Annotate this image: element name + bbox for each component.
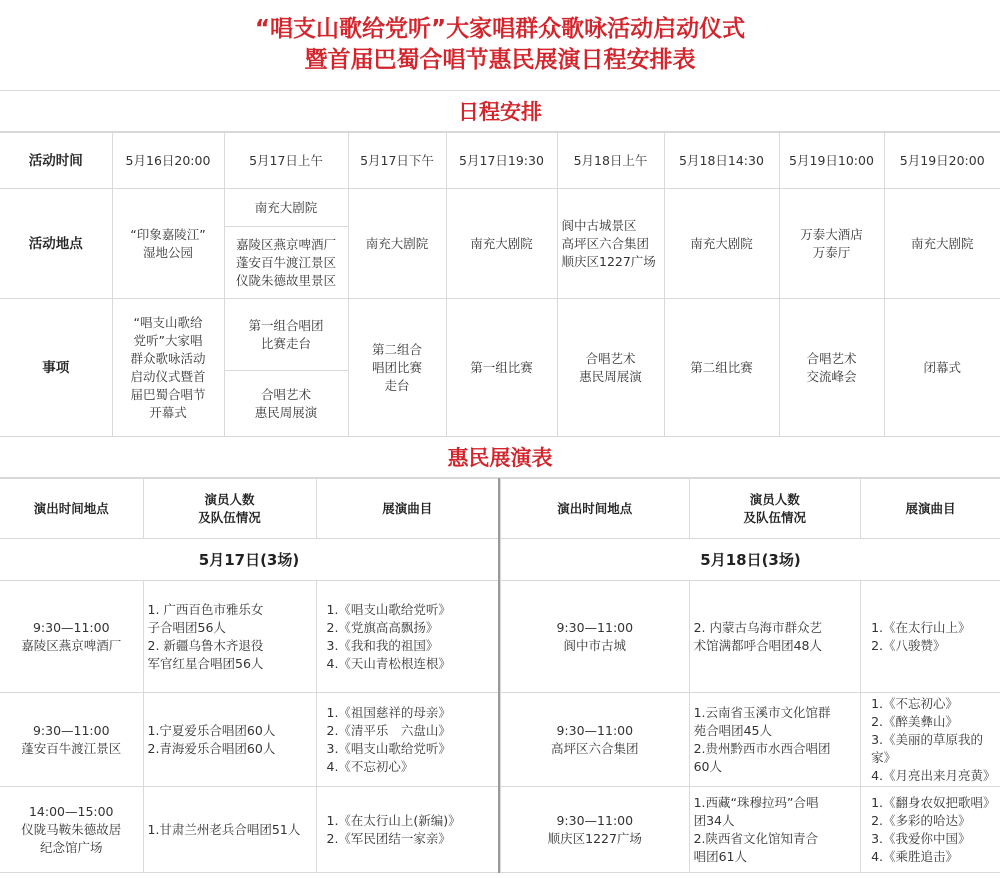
song-item: 3.《美丽的草原我的家》 <box>871 731 983 765</box>
schedule-row-item-a <box>0 299 1000 371</box>
members-line: 1.西藏“珠穆拉玛”合唱 <box>693 794 819 810</box>
header-members <box>689 479 861 539</box>
songs-cell <box>316 581 499 693</box>
item-line: 惠民周展演 <box>254 404 318 420</box>
item-line: 群众歌咏活动 <box>130 350 206 366</box>
venue-cell: 南充大剧院 <box>446 189 557 299</box>
schedule-row-venue-a <box>0 189 1000 227</box>
song-item: 4.《不忘初心》 <box>326 758 414 774</box>
members-line: 2.陕西省文化馆知青合 <box>693 830 818 846</box>
title-line-1: “唱支山歌给党听”大家唱群众歌咏活动启动仪式 <box>254 16 746 42</box>
song-item: 1.《在太行山上(新编)》 <box>326 812 461 828</box>
songs-cell <box>316 693 499 787</box>
item-line: 第二组合 <box>371 341 422 357</box>
time-cell: 5月17日19:30 <box>446 133 557 189</box>
perf-date-row <box>501 539 1000 581</box>
members-line: 1.甘肃兰州老兵合唱团51人 <box>147 821 301 837</box>
perf-place: 嘉陵区燕京啤酒厂 <box>21 637 122 653</box>
song-item: 3.《我爱你中国》 <box>871 830 971 846</box>
item-line: 开幕式 <box>149 404 187 420</box>
performance-date: 5月18日(3场) <box>501 539 1000 581</box>
header-time-place: 演出时间地点 <box>501 479 690 539</box>
song-item: 2.《军民团结一家亲》 <box>326 830 451 846</box>
time-cell: 5月17日上午 <box>224 133 348 189</box>
row-label-venue: 活动地点 <box>0 189 112 299</box>
song-item: 4.《天山青松根连根》 <box>326 655 451 671</box>
item-line: 交流峰会 <box>806 368 857 384</box>
song-item: 2.《党旗高高飘扬》 <box>326 619 439 635</box>
item-cell: 第一组比赛 <box>446 299 557 437</box>
venue-cell <box>112 189 224 299</box>
members-line: 1.云南省玉溪市文化馆群 <box>693 704 831 720</box>
venue-cell: 南充大剧院 <box>884 189 1000 299</box>
perf-row <box>501 581 1000 693</box>
title-line-2: 暨首届巴蜀合唱节惠民展演日程安排表 <box>304 47 696 73</box>
venue-cell <box>557 189 664 299</box>
venue-cell <box>779 189 884 299</box>
item-cell: 闭幕式 <box>884 299 1000 437</box>
perf-place: 阆中市古城 <box>563 637 627 653</box>
song-item: 2.《清平乐 六盘山》 <box>326 722 451 738</box>
item-line: “唱支山歌给 <box>133 314 203 330</box>
performance-section-title: 惠民展演表 <box>0 437 1000 478</box>
perf-row <box>501 787 1000 873</box>
members-cell <box>689 787 861 873</box>
members-line: 军官红星合唱团56人 <box>147 655 264 671</box>
performance-date: 5月17日(3场) <box>0 539 499 581</box>
members-line: 2.青海爱乐合唱团60人 <box>147 740 276 756</box>
perf-row <box>0 787 499 873</box>
venue-cell: 南充大剧院 <box>348 189 446 299</box>
item-line: 惠民周展演 <box>579 368 642 384</box>
members-line: 唱团61人 <box>693 848 747 864</box>
time-cell: 5月18日14:30 <box>664 133 779 189</box>
song-item: 3.《唱支山歌给党听》 <box>326 740 451 756</box>
members-cell <box>689 693 861 787</box>
document-title <box>0 0 1000 91</box>
header-line: 及队伍情况 <box>198 509 261 525</box>
row-label-item: 事项 <box>0 299 112 437</box>
venue-line: 湿地公园 <box>142 244 193 260</box>
perf-place: 高坪区六合集团 <box>551 740 639 756</box>
schedule-table <box>0 132 1000 437</box>
header-line: 及队伍情况 <box>743 509 807 525</box>
perf-time: 9:30—11:00 <box>32 619 110 635</box>
song-item: 4.《月亮出来月亮黄》 <box>871 767 996 783</box>
time-place-cell <box>501 581 690 693</box>
item-line: 合唱艺术 <box>260 386 311 402</box>
header-line: 演员人数 <box>204 491 255 507</box>
song-item: 2.《醉美彝山》 <box>871 713 958 729</box>
venue-line: 阆中古城景区 <box>561 217 637 233</box>
perf-row <box>0 693 499 787</box>
venue-cell <box>224 227 348 299</box>
song-item: 1.《祖国慈祥的母亲》 <box>326 704 451 720</box>
members-line: 1. 广西百色市雅乐女 <box>147 601 264 617</box>
time-cell: 5月19日20:00 <box>884 133 1000 189</box>
perf-header-row <box>501 479 1000 539</box>
header-time-place: 演出时间地点 <box>0 479 143 539</box>
members-line: 团34人 <box>693 812 735 828</box>
perf-place: 纪念馆广场 <box>39 839 103 855</box>
time-place-cell <box>501 693 690 787</box>
song-item: 2.《多彩的哈达》 <box>871 812 971 828</box>
perf-time: 9:30—11:00 <box>556 619 634 635</box>
song-item: 1.《在太行山上》 <box>871 619 971 635</box>
perf-date-row <box>0 539 499 581</box>
header-songs: 展演曲目 <box>861 479 1000 539</box>
item-line: 第一组合唱团 <box>248 317 324 333</box>
item-cell <box>112 299 224 437</box>
header-songs: 展演曲目 <box>316 479 499 539</box>
members-cell <box>143 787 316 873</box>
item-line: 唱团比赛 <box>371 359 422 375</box>
members-cell <box>689 581 861 693</box>
item-line: 走台 <box>384 377 410 393</box>
venue-line: “印象嘉陵江” <box>130 226 206 242</box>
time-place-cell <box>501 787 690 873</box>
song-item: 4.《乘胜追击》 <box>871 848 958 864</box>
item-cell <box>779 299 884 437</box>
venue-cell: 南充大剧院 <box>224 189 348 227</box>
song-item: 1.《不忘初心》 <box>871 695 958 711</box>
song-item: 2.《八骏赞》 <box>871 637 946 653</box>
time-place-cell <box>0 693 143 787</box>
time-cell: 5月19日10:00 <box>779 133 884 189</box>
members-line: 术馆满都呼合唱团48人 <box>693 637 822 653</box>
item-line: 届巴蜀合唱节 <box>130 386 206 402</box>
venue-line: 高坪区六合集团 <box>561 235 650 251</box>
header-members <box>143 479 316 539</box>
members-line: 2. 内蒙古乌海市群众艺 <box>693 619 822 635</box>
schedule-row-time <box>0 133 1000 189</box>
songs-cell <box>861 581 1000 693</box>
venue-line: 万泰厅 <box>812 244 851 260</box>
performance-table-right <box>500 478 1000 873</box>
item-cell: 第二组比赛 <box>664 299 779 437</box>
songs-cell <box>861 693 1000 787</box>
song-item: 3.《我和我的祖国》 <box>326 637 439 653</box>
members-line: 子合唱团56人 <box>147 619 226 635</box>
perf-time: 9:30—11:00 <box>556 812 634 828</box>
item-cell <box>224 371 348 437</box>
perf-time: 14:00—15:00 <box>28 803 114 819</box>
song-item: 1.《翻身农奴把歌唱》 <box>871 794 996 810</box>
perf-place: 顺庆区1227广场 <box>547 830 642 846</box>
item-line: 合唱艺术 <box>806 350 857 366</box>
perf-header-row <box>0 479 499 539</box>
time-cell: 5月18日上午 <box>557 133 664 189</box>
songs-cell <box>861 787 1000 873</box>
item-cell <box>224 299 348 371</box>
venue-line: 嘉陵区燕京啤酒厂 <box>235 236 336 252</box>
row-label-time: 活动时间 <box>0 133 112 189</box>
songs-cell <box>316 787 499 873</box>
time-cell: 5月16日20:00 <box>112 133 224 189</box>
members-cell <box>143 693 316 787</box>
time-place-cell <box>0 581 143 693</box>
members-line: 2.贵州黔西市水西合唱团 <box>693 740 831 756</box>
venue-cell: 南充大剧院 <box>664 189 779 299</box>
time-cell: 5月17日下午 <box>348 133 446 189</box>
header-line: 演员人数 <box>749 491 800 507</box>
members-line: 苑合唱团45人 <box>693 722 772 738</box>
perf-place: 仪陇马鞍朱德故居 <box>21 821 122 837</box>
venue-line: 顺庆区1227广场 <box>561 253 656 269</box>
perf-time: 9:30—11:00 <box>32 722 110 738</box>
performance-tables <box>0 478 1000 873</box>
members-cell <box>143 581 316 693</box>
item-line: 合唱艺术 <box>585 350 636 366</box>
perf-row <box>501 693 1000 787</box>
perf-place: 蓬安百牛渡江景区 <box>21 740 122 756</box>
perf-time: 9:30—11:00 <box>556 722 634 738</box>
song-item: 1.《唱支山歌给党听》 <box>326 601 451 617</box>
item-cell <box>348 299 446 437</box>
venue-line: 万泰大酒店 <box>800 226 863 242</box>
time-place-cell <box>0 787 143 873</box>
venue-line: 蓬安百牛渡江景区 <box>235 254 336 270</box>
item-cell <box>557 299 664 437</box>
item-line: 启动仪式暨首 <box>130 368 206 384</box>
schedule-section-title: 日程安排 <box>0 91 1000 132</box>
venue-line: 仪陇朱德故里景区 <box>235 272 336 288</box>
members-line: 2. 新疆乌鲁木齐退役 <box>147 637 264 653</box>
item-line: 比赛走台 <box>260 335 311 351</box>
item-line: 党听”大家唱 <box>133 332 203 348</box>
perf-row <box>0 581 499 693</box>
members-line: 60人 <box>693 758 722 774</box>
performance-table-left <box>0 478 500 873</box>
members-line: 1.宁夏爱乐合唱团60人 <box>147 722 276 738</box>
